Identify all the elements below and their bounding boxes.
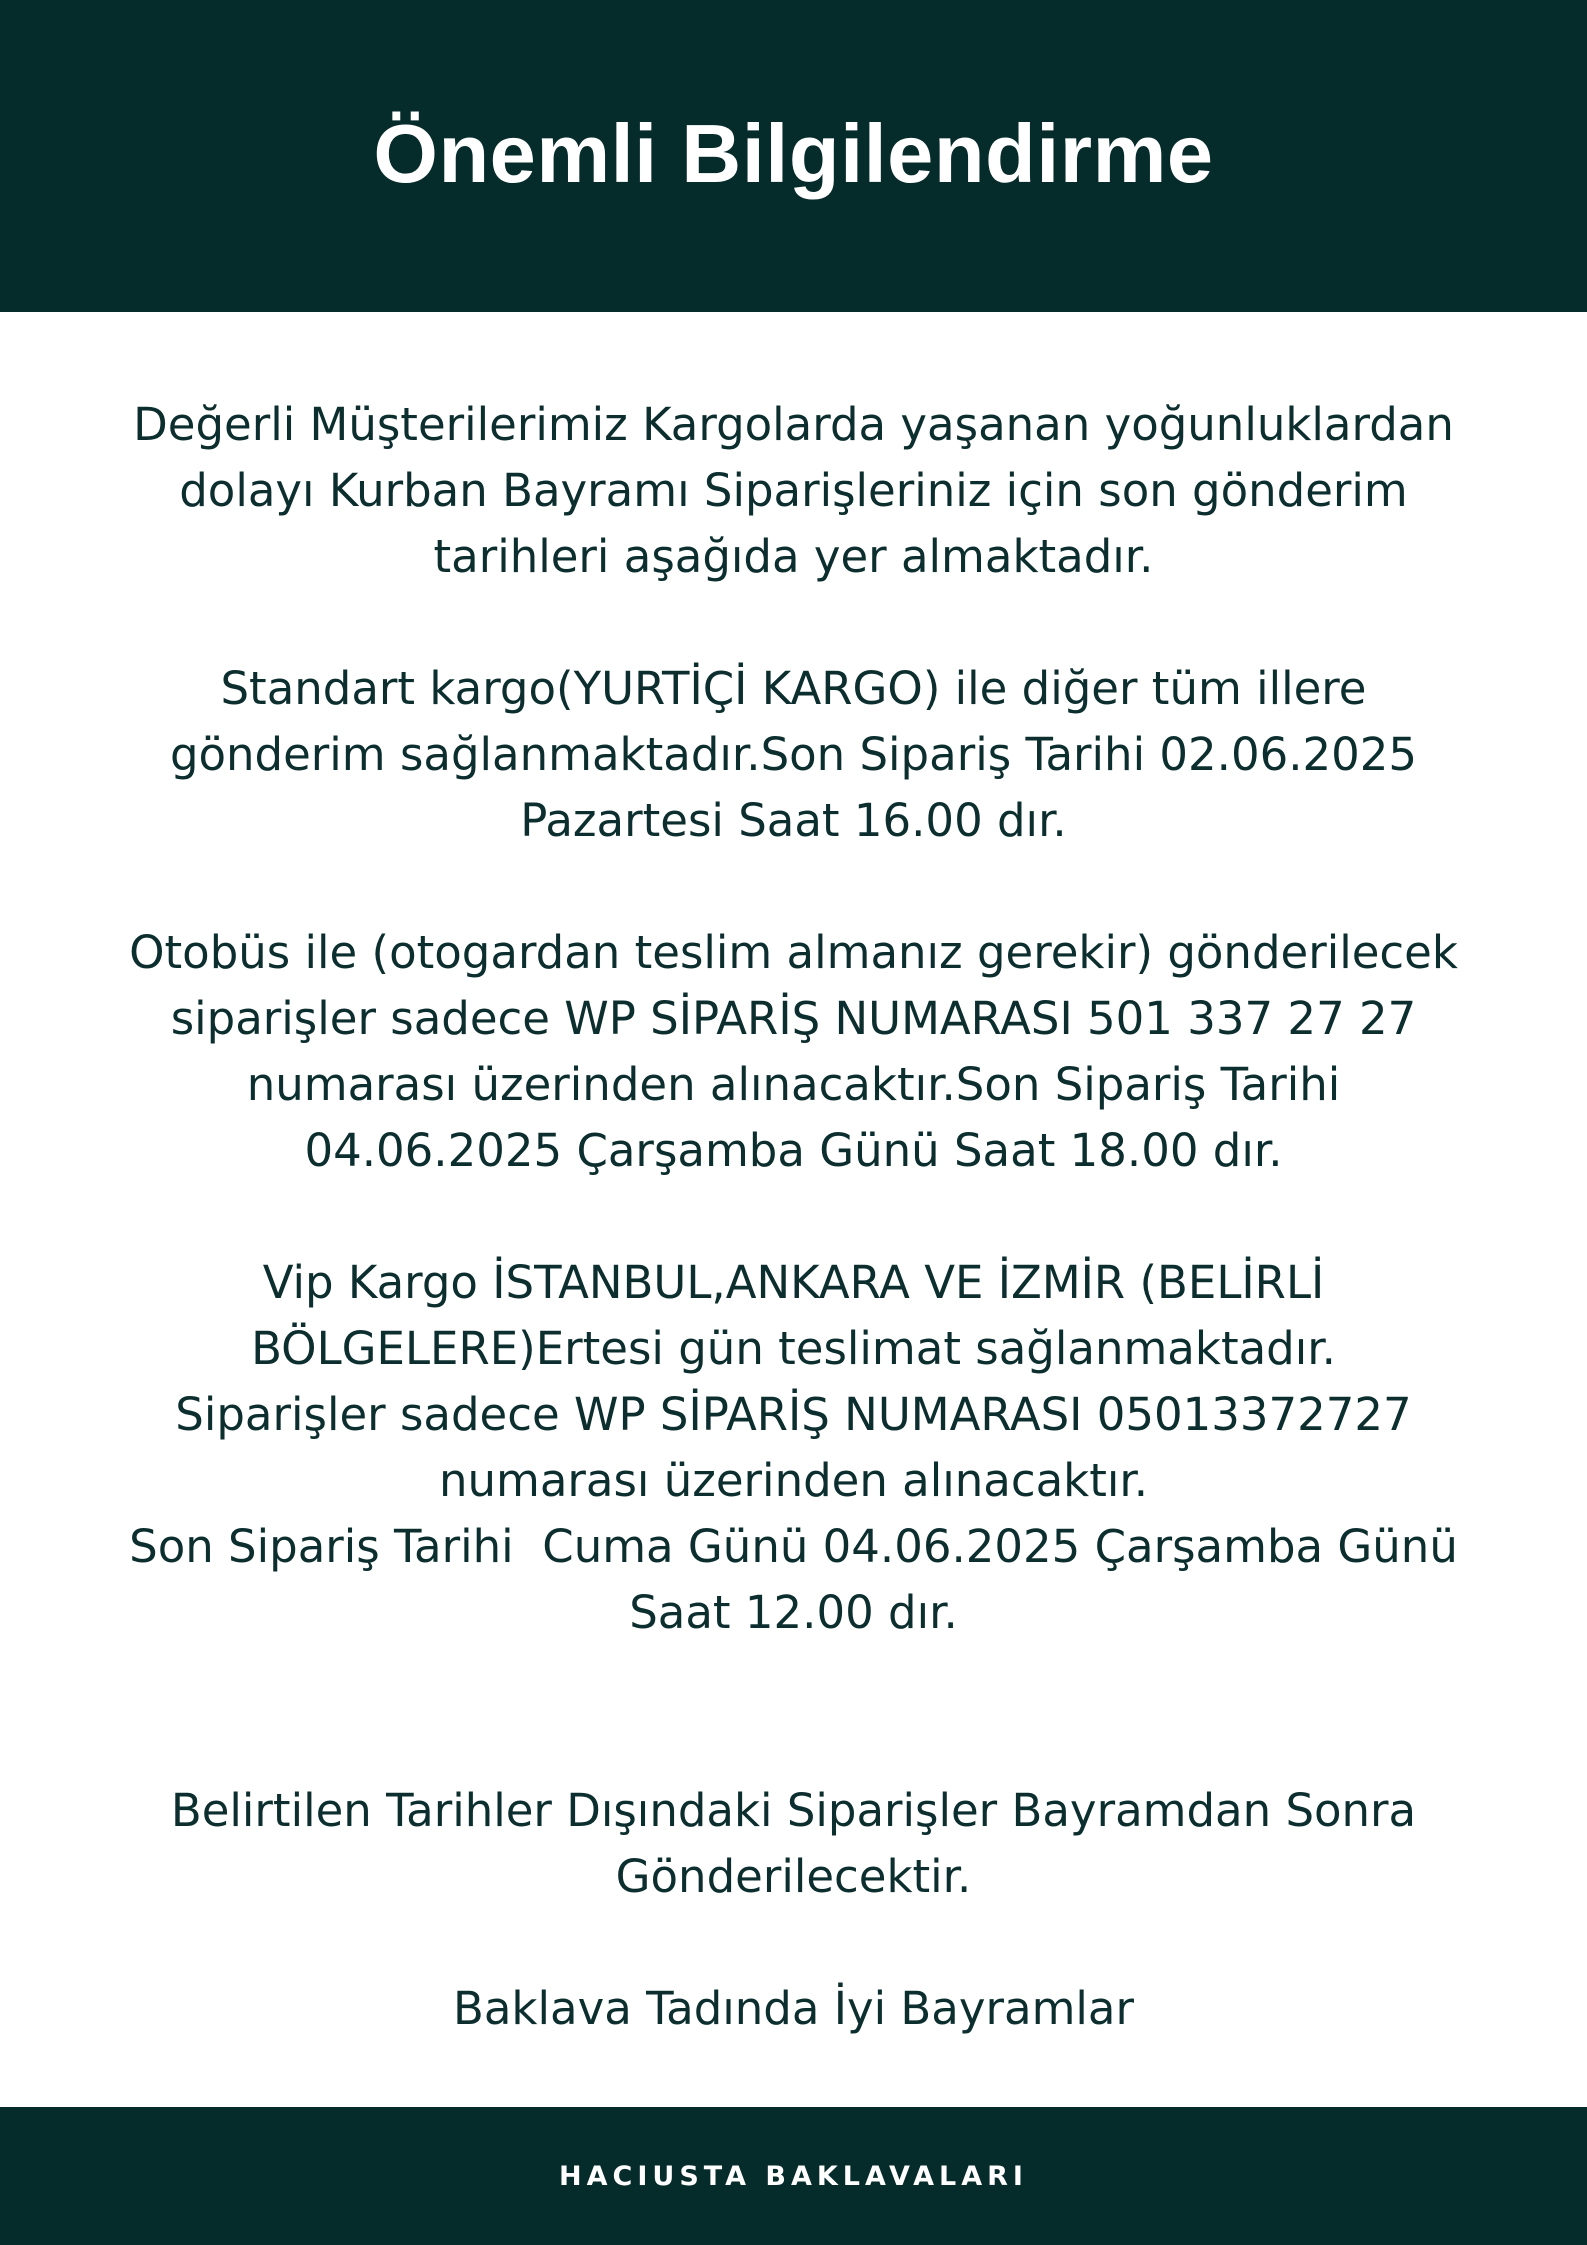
- text-line: Değerli Müşterilerimiz Kargolarda yaşanan yoğunluklardan: [133, 398, 1454, 451]
- text-line: Saat 12.00 dır.: [629, 1586, 958, 1639]
- intro-paragraph: [60, 392, 1527, 590]
- text-line: Standart kargo(YURTİÇİ KARGO) ile diğer tüm illere: [220, 662, 1367, 715]
- greeting-paragraph: [60, 1976, 1527, 2042]
- text-line: gönderim sağlanmaktadır.Son Sipariş Tarihi 02.06.2025: [169, 728, 1418, 781]
- text-line: 04.06.2025 Çarşamba Günü Saat 18.00 dır.: [304, 1124, 1283, 1177]
- text-line: tarihleri aşağıda yer almaktadır.: [433, 530, 1154, 583]
- text-line: dolayı Kurban Bayramı Siparişleriniz için son gönderim: [179, 464, 1408, 517]
- text-line: Son Sipariş Tarihi Cuma Günü 04.06.2025 Çarşamba Günü: [129, 1520, 1458, 1573]
- spacer: [60, 854, 1527, 920]
- text-line: Gönderilecektir.: [615, 1850, 972, 1903]
- text-line: Baklava Tadında İyi Bayramlar: [452, 1982, 1135, 2035]
- text-line: BÖLGELERE)Ertesi gün teslimat sağlanmaktadır.: [251, 1322, 1336, 1375]
- text-line: siparişler sadece WP SİPARİŞ NUMARASI 501 337 27 27: [170, 992, 1417, 1045]
- spacer: [60, 1910, 1527, 1976]
- spacer: [60, 1646, 1527, 1778]
- page-title: Önemli Bilgilendirme: [373, 106, 1214, 200]
- spacer: [60, 590, 1527, 656]
- text-line: numarası üzerinden alınacaktır.: [438, 1454, 1149, 1507]
- text-line: Otobüs ile (otogardan teslim almanız gerekir) gönderilecek: [129, 926, 1458, 979]
- footer-banner: [0, 2107, 1587, 2245]
- bus-delivery-paragraph: [60, 920, 1527, 1184]
- text-line: Vip Kargo İSTANBUL,ANKARA VE İZMİR (BELİRLİ: [262, 1256, 1325, 1309]
- announcement-body: [60, 392, 1527, 2042]
- text-line: Pazartesi Saat 16.00 dır.: [520, 794, 1067, 847]
- text-line: Belirtilen Tarihler Dışındaki Siparişler Bayramdan Sonra: [170, 1784, 1417, 1837]
- vip-cargo-paragraph: [60, 1250, 1527, 1646]
- brand-name: HACIUSTA BAKLAVALARI: [559, 2160, 1028, 2192]
- after-holiday-paragraph: [60, 1778, 1527, 1910]
- text-line: Siparişler sadece WP SİPARİŞ NUMARASI 05013372727: [175, 1388, 1412, 1441]
- header-banner: [0, 0, 1587, 312]
- spacer: [60, 1184, 1527, 1250]
- standard-cargo-paragraph: [60, 656, 1527, 854]
- text-line: numarası üzerinden alınacaktır.Son Sipariş Tarihi: [246, 1058, 1341, 1111]
